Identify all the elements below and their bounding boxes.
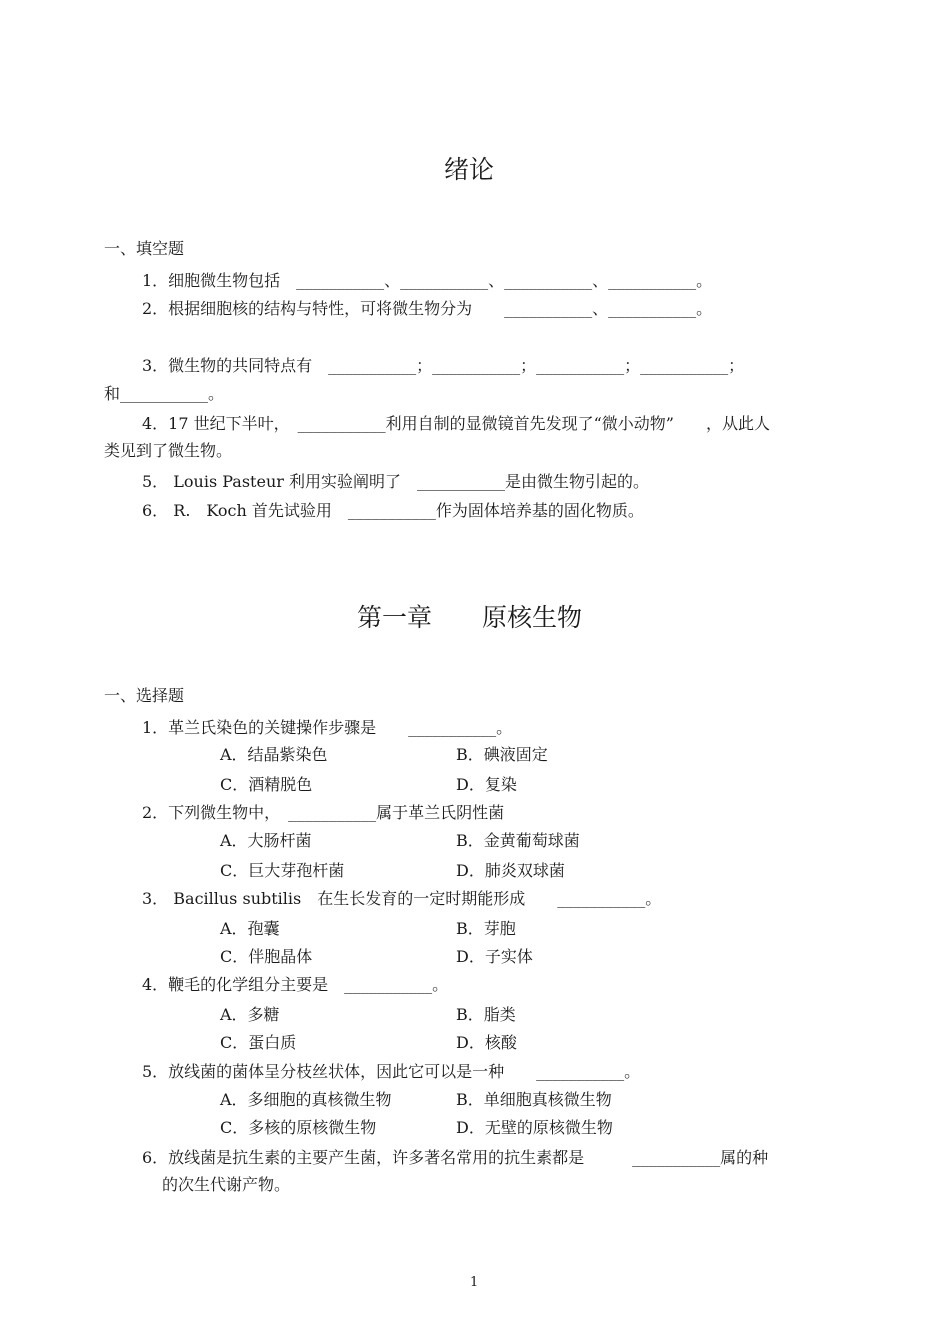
choice-question-1: 1．革兰氏染色的关键操作步骤是 ___________。 — [142, 718, 513, 737]
choice-option: C．巨大芽孢杆菌 — [220, 861, 345, 880]
intro-question-3-continued: 和___________。 — [104, 384, 225, 403]
choice-option: A．结晶紫染色 — [220, 745, 328, 764]
choice-question-6-continued: 的次生代谢产物。 — [162, 1175, 291, 1194]
intro-question-2: 2．根据细胞核的结构与特性，可将微生物分为 ___________、___________。 — [142, 299, 713, 318]
intro-question-3: 3．微生物的共同特点有 ___________；___________；___________；___________； — [142, 356, 745, 375]
choice-option: B．芽胞 — [456, 919, 516, 938]
choice-question-6: 6．放线菌是抗生素的主要产生菌，许多著名常用的抗生素都是 ___________属的种 — [142, 1148, 769, 1167]
choice-option: D．肺炎双球菌 — [456, 861, 565, 880]
choice-option: C．伴胞晶体 — [220, 947, 313, 966]
choice-question-4: 4．鞭毛的化学组分主要是 ___________。 — [142, 975, 449, 994]
choice-option: A．孢囊 — [220, 919, 280, 938]
choice-option: B．碘液固定 — [456, 745, 548, 764]
intro-question-4: 4．17 世纪下半叶， ___________利用自制的显微镜首先发现了“微小动物” ，从此人 — [142, 414, 770, 433]
chapter1-title: 第一章 原核生物 — [357, 603, 583, 632]
intro-question-1: 1．细胞微生物包括 ___________、___________、___________、___________。 — [142, 271, 713, 290]
choice-option: D．无壁的原核微生物 — [456, 1118, 613, 1137]
choice-option: D．核酸 — [456, 1033, 517, 1052]
choice-option: C．多核的原核微生物 — [220, 1118, 377, 1137]
choice-option: A．多糖 — [220, 1005, 280, 1024]
choice-question-3: 3． Bacillus subtilis 在生长发育的一定时期能形成 ___________。 — [142, 889, 662, 908]
choice-question-5: 5．放线菌的菌体呈分枝丝状体，因此它可以是一种 ___________。 — [142, 1062, 641, 1081]
choice-option: A．多细胞的真核微生物 — [220, 1090, 392, 1109]
intro-question-4-continued: 类见到了微生物。 — [104, 441, 233, 460]
intro-title: 绪论 — [444, 155, 495, 184]
intro-question-5: 5． Louis Pasteur 利用实验阐明了 ___________是由微生物引起的。 — [142, 472, 649, 491]
choice-question-2: 2．下列微生物中， ___________属于革兰氏阴性菌 — [142, 803, 505, 822]
page-number: 1 — [470, 1275, 479, 1290]
choice-option: A．大肠杆菌 — [220, 831, 312, 850]
choice-option: C．酒精脱色 — [220, 775, 313, 794]
intro-question-6: 6． R. Koch 首先试验用 ___________作为固体培养基的固化物质。 — [142, 501, 644, 520]
intro-section-heading: 一、填空题 — [104, 239, 185, 258]
chapter1-section-heading: 一、选择题 — [104, 686, 185, 705]
choice-option: B．金黄葡萄球菌 — [456, 831, 580, 850]
choice-option: B．单细胞真核微生物 — [456, 1090, 612, 1109]
choice-option: D．子实体 — [456, 947, 533, 966]
choice-option: D．复染 — [456, 775, 517, 794]
choice-option: B．脂类 — [456, 1005, 516, 1024]
choice-option: C．蛋白质 — [220, 1033, 297, 1052]
